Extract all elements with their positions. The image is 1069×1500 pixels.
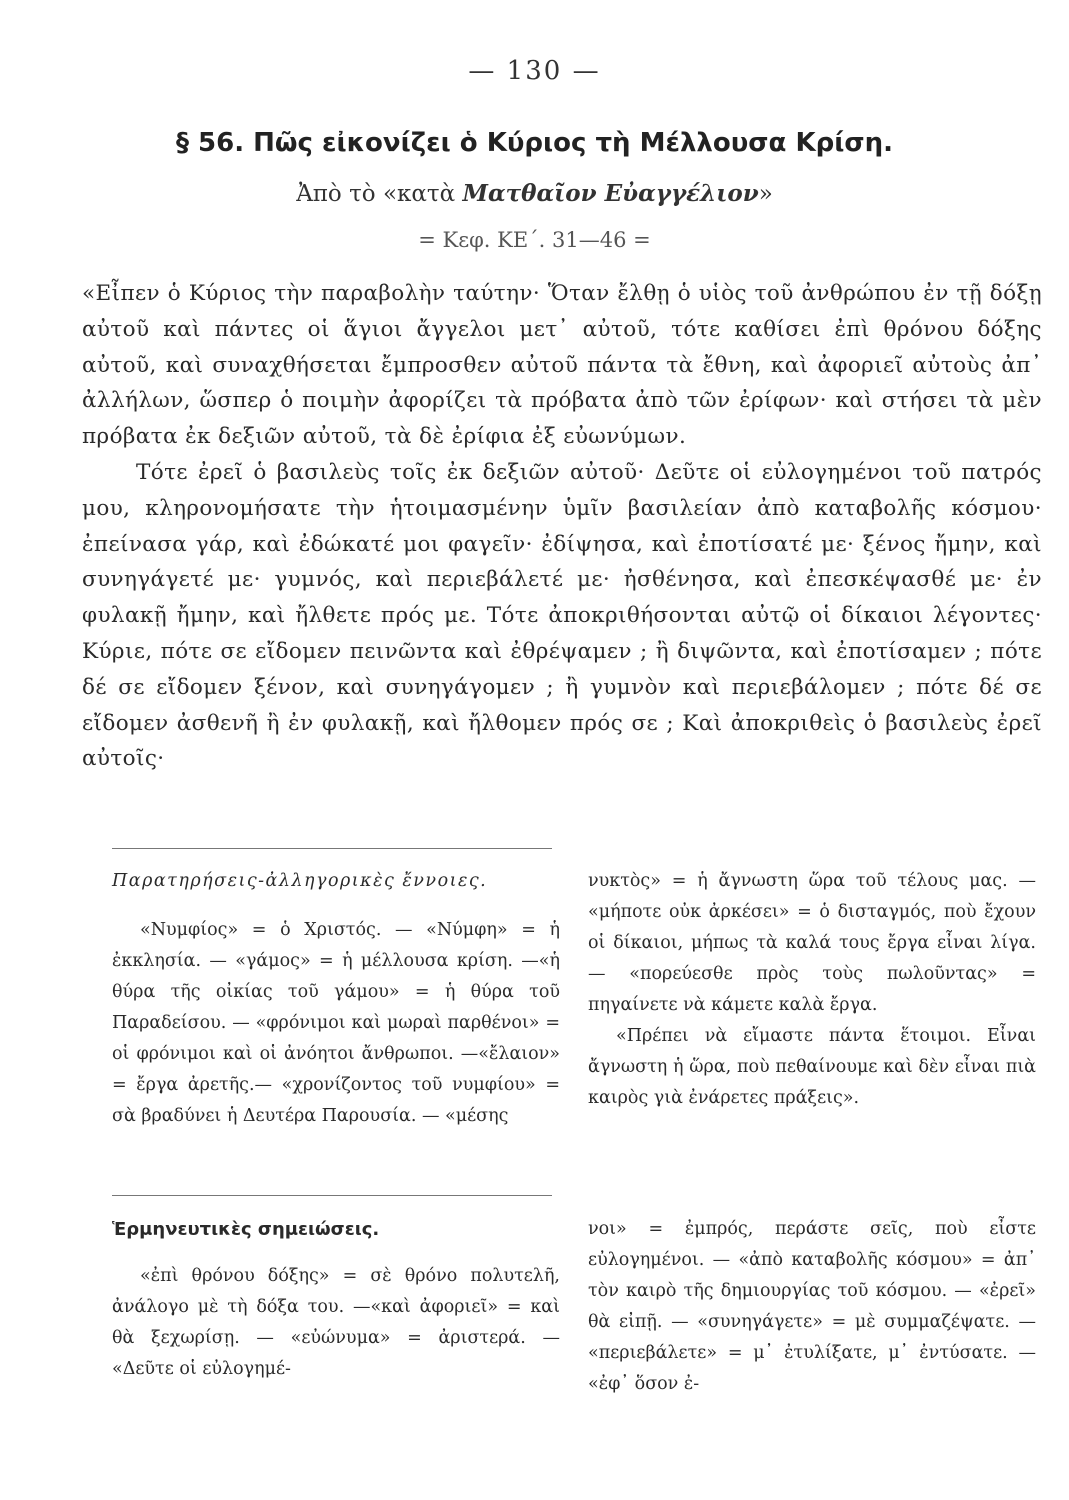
notes-left-column	[112, 866, 560, 1132]
source-prefix: Ἀπὸ τὸ «κατὰ	[296, 181, 463, 207]
notes-right-text-1: νυκτὸς» = ἡ ἄγνωστη ὥρα τοῦ τέλους μας. — «μήποτε οὐκ ἀρκέσει» = ὁ δισταγμός, ποὺ ἔχουν οἱ δίκαιοι, μήπως τὰ καλά τους ἔργα εἶναι λίγα. — «πορεύεσθε πρὸς τοὺς πωλοῦντας» = πηγαίνετε νὰ κάμετε καλὰ ἔργα.	[588, 871, 1036, 1015]
divider	[112, 1195, 552, 1196]
divider	[112, 848, 552, 849]
notes-right-column	[588, 866, 1036, 1114]
notes-right-text-2: «Πρέπει νὰ εἴμαστε πάντα ἕτοιμοι. Εἶναι ἄγνωστη ἡ ὥρα, ποὺ πεθαίνουμε καὶ δὲν εἶναι πιὰ καιρὸς γιὰ ἐνάρετες πράξεις».	[588, 1026, 1036, 1108]
hermeneutics-right-column	[588, 1214, 1036, 1400]
page-number: — 130 —	[468, 56, 601, 86]
chapter-reference: = Κεφ. ΚΕ΄. 31—46 =	[418, 228, 651, 252]
gospel-paragraph-1: «Εἶπεν ὁ Κύριος τὴν παραβολὴν ταύτην· Ὅταν ἔλθῃ ὁ υἱὸς τοῦ ἀνθρώπου ἐν τῇ δόξῃ αὐτοῦ καὶ πάντες οἱ ἅγιοι ἄγγελοι μετ᾽ αὐτοῦ, τότε καθίσει ἐπὶ θρόνου δόξης αὐτοῦ, καὶ συναχθήσεται ἔμπροσθεν αὐτοῦ πάντα τὰ ἔθνη, καὶ ἀφοριεῖ αὐτοὺς ἀπ᾽ ἀλλήλων, ὥσπερ ὁ ποιμὴν ἀφορίζει τὰ πρόβατα ἀπὸ τῶν ἐρίφων· καὶ στήσει τὰ μὲν πρόβατα ἐκ δεξιῶν αὐτοῦ, τὰ δὲ ἐρίφια ἐξ εὐωνύμων.	[82, 281, 1042, 450]
notes-left-text: «Νυμφίος» = ὁ Χριστός. — «Νύμφη» = ἡ ἐκκλησία. — «γάμος» = ἡ μέλλουσα κρίση. —«ἡ θύρα τῆς οἰκίας τοῦ γάμου» = ἡ θύρα τοῦ Παραδείσου. — «φρόνιμοι καὶ μωραὶ παρθένοι» = οἱ φρόνιμοι καὶ οἱ ἀνόητοι ἄνθρωποι. —«ἔλαιον» = ἔργα ἀρετῆς.— «χρονίζοντος τοῦ νυμφίου» = σὰ βραδύνει ἡ Δευτέρα Παρουσία. — «μέσης	[112, 920, 560, 1126]
notes-heading: Παρατηρήσεις-ἀλληγορικὲς ἔννοιες.	[112, 871, 488, 891]
gospel-text	[82, 276, 1042, 777]
hermeneutics-left-column	[112, 1214, 560, 1385]
hermeneutics-left-text: «ἐπὶ θρόνου δόξης» = σὲ θρόνο πολυτελῆ, ἀνάλογο μὲ τὴ δόξα του. —«καὶ ἀφοριεῖ» = καὶ θὰ ξεχωρίσῃ. — «εὐώνυμα» = ἀριστερά. — «Δεῦτε οἱ εὐλογημέ-	[112, 1266, 560, 1379]
source-book: Ματθαῖον Εὐαγγέλιον	[462, 180, 759, 207]
hermeneutics-heading: Ἑρμηνευτικὲς σημειώσεις.	[112, 1219, 380, 1240]
gospel-paragraph-2: Τότε ἐρεῖ ὁ βασιλεὺς τοῖς ἐκ δεξιῶν αὐτοῦ· Δεῦτε οἱ εὐλογημένοι τοῦ πατρός μου, κληρονομήσατε τὴν ἡτοιμασμένην ὑμῖν βασιλείαν ἀπὸ καταβολῆς κόσμου· ἐπείνασα γάρ, καὶ ἐδώκατέ μοι φαγεῖν· ἐδίψησα, καὶ ἐποτίσατέ με· ξένος ἤμην, καὶ συνηγάγετέ με· γυμνός, καὶ περιεβάλετέ με· ἠσθένησα, καὶ ἐπεσκέψασθέ με· ἐν φυλακῇ ἤμην, καὶ ἤλθετε πρός με. Τότε ἀποκριθήσονται αὐτῷ οἱ δίκαιοι λέγοντες· Κύριε, πότε σε εἴδομεν πεινῶντα καὶ ἐθρέψαμεν ; ἢ διψῶντα, καὶ ἐποτίσαμεν ; πότε δέ σε εἴδομεν ξένον, καὶ συνηγάγομεν ; ἢ γυμνὸν καὶ περιεβάλομεν ; πότε δέ σε εἴδομεν ἀσθενῆ ἢ ἐν φυλακῇ, καὶ ἤλθομεν πρός σε ; Καὶ ἀποκριθεὶς ὁ βασιλεὺς ἐρεῖ αὐτοῖς·	[82, 459, 1042, 772]
section-title: § 56. Πῶς εἰκονίζει ὁ Κύριος τὴ Μέλλουσα Κρίση.	[176, 128, 893, 158]
hermeneutics-right-text: νοι» = ἐμπρός, περάστε σεῖς, ποὺ εἶστε εὐλογημένοι. — «ἀπὸ καταβολῆς κόσμου» = ἀπ᾽ τὸν καιρὸ τῆς δημιουργίας τοῦ κόσμου. — «ἐρεῖ» θὰ εἰπῇ. — «συνηγάγετε» = μὲ συμμαζέψατε. — «περιεβάλετε» = μ᾽ ἐτυλίξατε, μ᾽ ἐντύσατε. — «ἐφ᾽ ὅσον ἐ-	[588, 1219, 1036, 1394]
source-suffix: »	[758, 181, 773, 207]
source-line	[0, 180, 1069, 207]
